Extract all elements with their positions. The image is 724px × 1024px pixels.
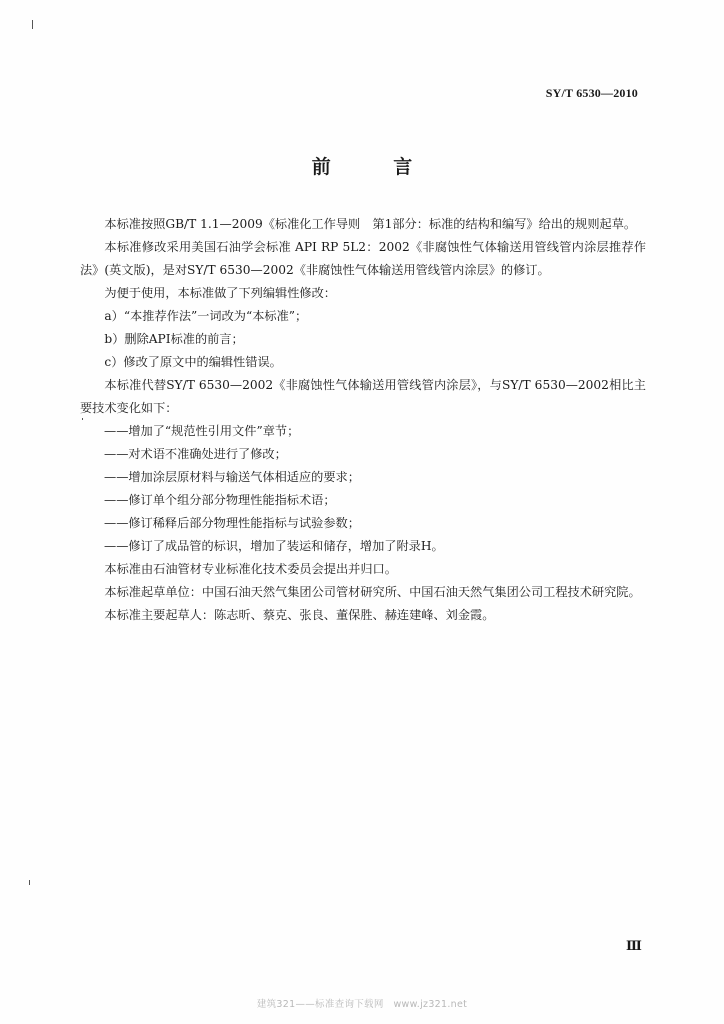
paragraph-drafting-rules: 本标准按照GB/T 1.1—2009《标准化工作导则 第1部分：标准的结构和编写》给出的规则起草。: [104, 217, 637, 231]
scan-speck: [32, 20, 33, 29]
list-item-a: a）“本推荐作法”一词改为“本标准”；: [104, 309, 308, 323]
change-item: ——对术语不准确处进行了修改；: [104, 447, 287, 461]
foreword-body: [80, 213, 646, 627]
change-item: ——修订单个组分部分物理性能指标术语；: [104, 493, 336, 507]
paragraph-editorial-intro: 为便于使用，本标准做了下列编辑性修改：: [104, 286, 336, 300]
change-item: ——修订稀释后部分物理性能指标与试验参数；: [104, 516, 360, 530]
list-item-c: c）修改了原文中的编辑性错误。: [104, 355, 282, 369]
change-item: ——增加涂层原材料与输送气体相适应的要求；: [104, 470, 360, 484]
scan-speck: [29, 880, 30, 885]
watermark: 建筑321——标准查询下载网 www.jz321.net: [256, 999, 468, 1010]
paragraph-drafting-units: 本标准起草单位：中国石油天然气集团公司管材研究所、中国石油天然气集团公司工程技术研究院。: [104, 585, 641, 599]
change-item: ——增加了“规范性引用文件”章节；: [104, 424, 300, 438]
standard-code: SY/T 6530—2010: [545, 86, 638, 100]
paragraph-adoption: 本标准修改采用美国石油学会标准 API RP 5L2：2002《非腐蚀性气体输送用管线管内涂层推荐作法》(英文版)，是对SY/T 6530—2002《非腐蚀性气体输送用管线管内涂层》的修订。: [80, 240, 646, 277]
list-item-b: b）删除API标准的前言；: [104, 332, 244, 346]
change-item: ——修订了成品管的标识，增加了装运和储存，增加了附录H。: [104, 539, 444, 553]
scan-speck: [82, 418, 83, 420]
paragraph-proposer: 本标准由石油管材专业标准化技术委员会提出并归口。: [104, 562, 397, 576]
page-title: 前 言: [311, 156, 441, 178]
page-number: Ⅲ: [626, 938, 642, 953]
paragraph-drafters: 本标准主要起草人：陈志昕、蔡克、张良、董保胜、赫连建峰、刘金霞。: [104, 608, 495, 622]
paragraph-replacement: 本标准代替SY/T 6530—2002《非腐蚀性气体输送用管线管内涂层》，与SY/T 6530—2002相比主要技术变化如下：: [80, 378, 646, 415]
